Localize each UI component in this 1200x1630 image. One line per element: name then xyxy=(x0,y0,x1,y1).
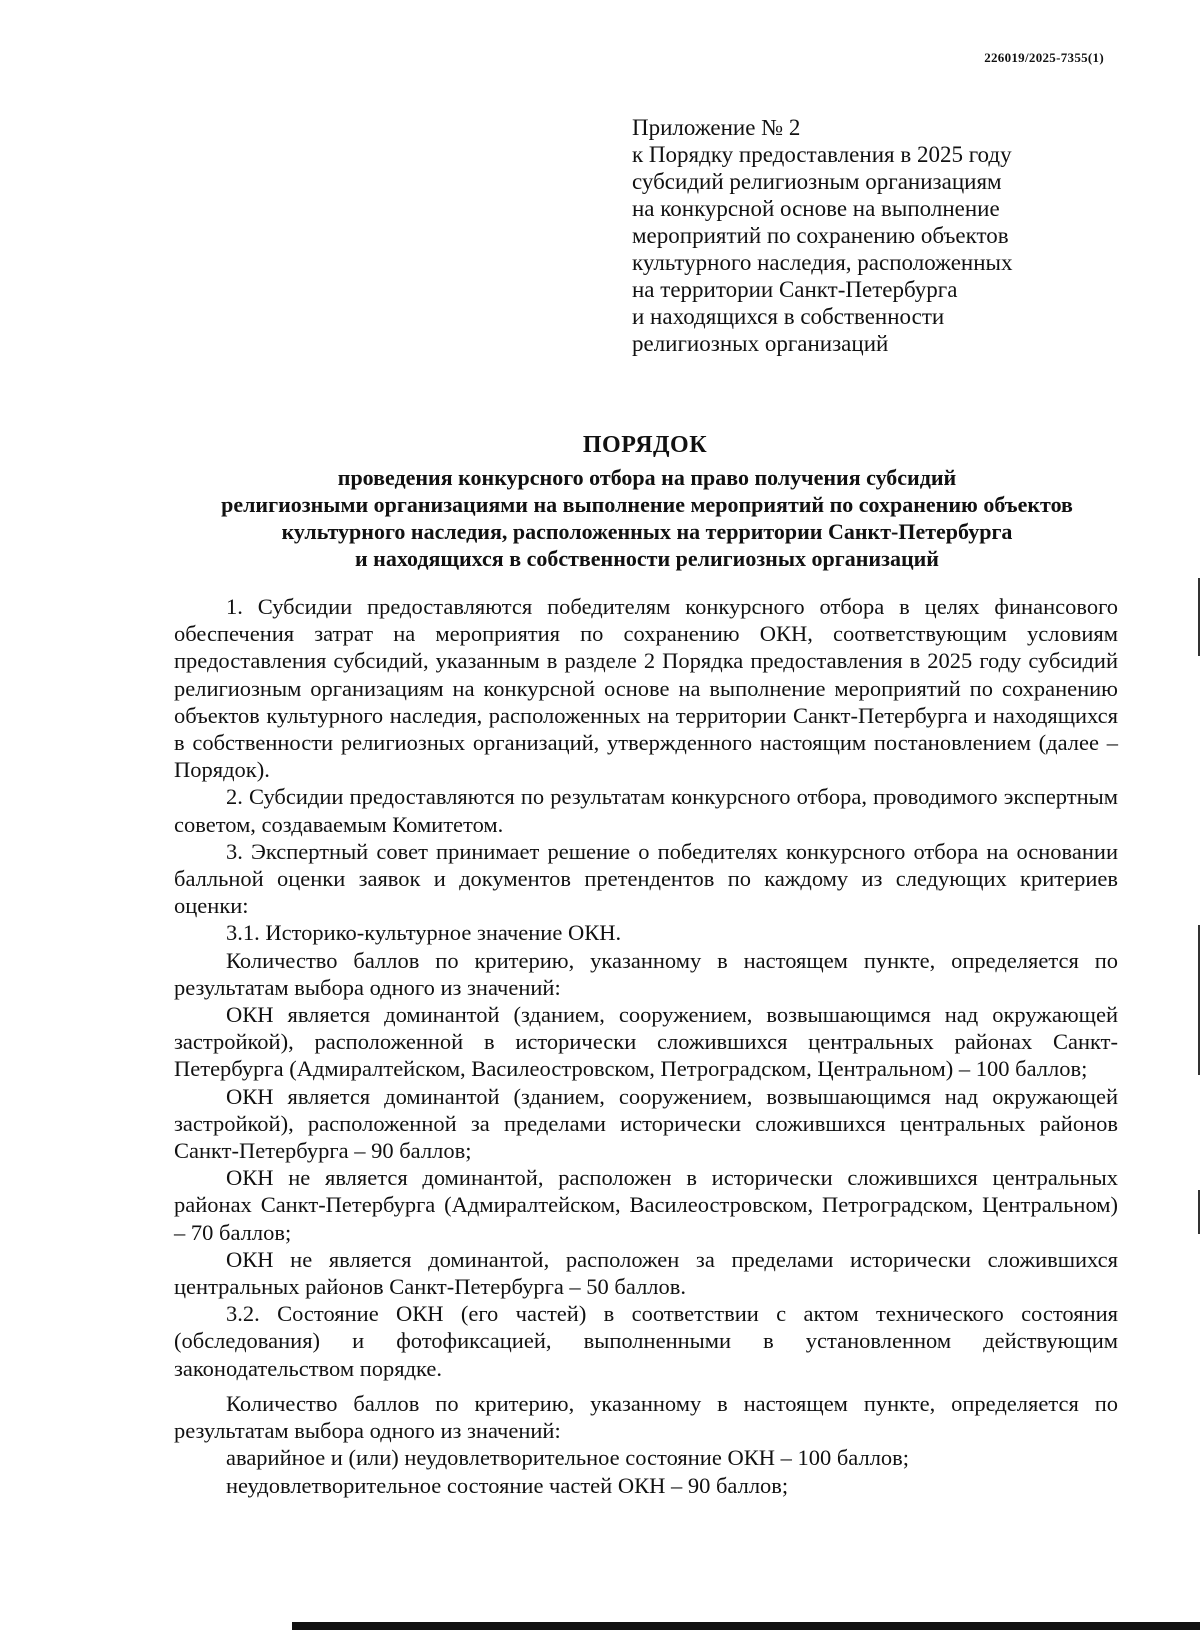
document-title: ПОРЯДОК xyxy=(582,432,708,458)
subtitle-line: и находящихся в собственности религиозных организаций xyxy=(355,546,939,571)
subtitle-line: проведения конкурсного отбора на право получения субсидий xyxy=(337,465,957,490)
appendix-header xyxy=(632,114,1072,357)
paragraph-score-option: аварийное и (или) неудовлетворительное состояние ОКН – 100 баллов; xyxy=(226,1445,910,1471)
paragraph-score-option: ОКН не является доминантой, расположен в исторически сложившихся центральных районах Санкт-Петербурга (Адмиралтейском, Василеостровском, Петроградском, Центральном) – 70 баллов; xyxy=(174,1165,1118,1245)
paragraph-1-subsidy-purpose: 1. Субсидии предоставляются победителям конкурсного отбора в целях финансового обеспечения затрат на мероприятия по сохранению ОКН, соответствующим условиям предоставления субсидий, указанным в разделе 2 Порядка предоставления в 2025 году субсидий религиозным организациям на конкурсной основе на выполнение мероприятий по сохранению объектов культурного наследия, расположенных на территории Санкт-Петербурга и находящихся в собственности религиозных организаций, утвержденного настоящим постановлением (далее – Порядок). xyxy=(174,594,1118,783)
appendix-line: к Порядку предоставления в 2025 году xyxy=(632,142,1012,167)
paragraph-3-expert-council: 3. Экспертный совет принимает решение о победителях конкурсного отбора на основании балльной оценки заявок и документов претендентов по каждому из следующих критериев оценки: xyxy=(174,838,1118,919)
subtitle-line: культурного наследия, расположенных на территории Санкт-Петербурга xyxy=(281,519,1013,544)
appendix-line: мероприятий по сохранению объектов xyxy=(632,223,1009,248)
appendix-line: Приложение № 2 xyxy=(632,115,801,140)
appendix-line: субсидий религиозным организациям xyxy=(632,169,1002,194)
paragraph-score-intro: Количество баллов по критерию, указанному в настоящем пункте, определяется по результатам выбора одного из значений: xyxy=(174,1390,1118,1444)
paragraph-2-competition: 2. Субсидии предоставляются по результатам конкурсного отбора, проводимого экспертным советом, создаваемым Комитетом. xyxy=(174,784,1118,837)
appendix-line: на территории Санкт-Петербурга xyxy=(632,277,958,302)
subtitle-line: религиозными организациями на выполнение мероприятий по сохранению объектов xyxy=(221,492,1073,517)
document-subtitle xyxy=(172,464,1122,572)
paragraph-score-option: ОКН не является доминантой, расположен за пределами исторически сложившихся центральных районов Санкт-Петербурга – 50 баллов. xyxy=(174,1246,1118,1300)
document-registration-number: 226019/2025-7355(1) xyxy=(984,50,1104,65)
appendix-line: и находящихся в собственности xyxy=(632,304,945,329)
paragraph-3-2-criterion: 3.2. Состояние ОКН (его частей) в соответствии с актом технического состояния (обследования) и фотофиксацией, выполненными в установленном действующим законодательством порядке. xyxy=(174,1301,1118,1381)
paragraph-score-option: неудовлетворительное состояние частей ОКН – 90 баллов; xyxy=(226,1472,789,1498)
paragraph-score-intro: Количество баллов по критерию, указанному в настоящем пункте, определяется по результатам выбора одного из значений: xyxy=(174,947,1118,1000)
appendix-line: религиозных организаций xyxy=(632,331,889,356)
scan-bottom-border xyxy=(292,1622,1200,1630)
appendix-line: культурного наследия, расположенных xyxy=(632,250,1013,275)
document-body xyxy=(174,593,1118,1499)
paragraph-3-1-criterion: 3.1. Историко-культурное значение ОКН. xyxy=(226,920,622,946)
paragraph-score-option: ОКН является доминантой (зданием, сооружением, возвышающимся над окружающей застройкой), расположенной за пределами исторически сложившихся центральных районов Санкт-Петербурга – 90 баллов; xyxy=(174,1083,1118,1164)
appendix-line: на конкурсной основе на выполнение xyxy=(632,196,1000,221)
paragraph-score-option: ОКН является доминантой (зданием, сооружением, возвышающимся над окружающей застройкой), расположенной в исторически сложившихся центральных районах Санкт-Петербурга (Адмиралтейском, Василеостровском, Петроградском, Центральном) – 100 баллов; xyxy=(174,1002,1118,1082)
